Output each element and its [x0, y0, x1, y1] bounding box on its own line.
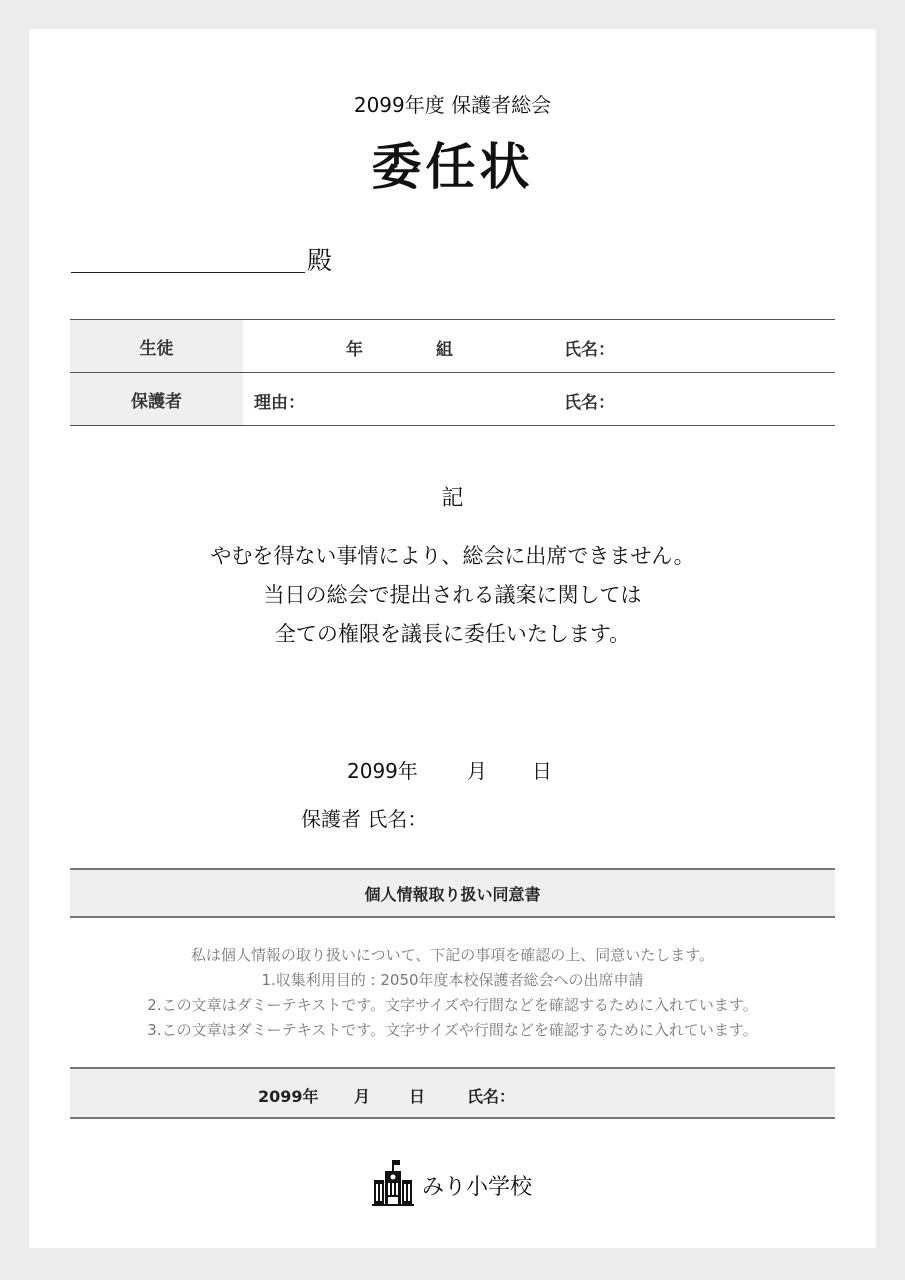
addressee-blank-line[interactable] [71, 272, 305, 273]
guardian-row [70, 373, 835, 426]
consent-line: 3.この文章はダミーテキストです。文字サイズや行間などを確認するために入れています。 [147, 1021, 758, 1039]
notice-body [29, 537, 876, 654]
signature-month: 月 [467, 759, 487, 783]
guardian-header: 保護者 [70, 373, 243, 425]
school-name: みり小学校 [422, 1174, 533, 1200]
consent-day: 日 [409, 1087, 426, 1106]
consent-line: 私は個人情報の取り扱いについて、下記の事項を確認の上、同意いたします。 [190, 946, 715, 964]
addressee-suffix: 殿 [307, 246, 333, 275]
class-label: 組 [436, 340, 453, 360]
consent-line: 1.収集利用目的 : 2050年度本校保護者総会への出席申請 [261, 971, 644, 989]
consent-name-label: 氏名： [467, 1087, 516, 1106]
consent-title-bar [70, 868, 835, 918]
consent-text [29, 943, 876, 1043]
consent-month: 月 [354, 1087, 371, 1106]
grade-label: 年 [346, 340, 363, 360]
notice-line: やむを得ない事情により、総会に出席できません。 [210, 544, 695, 568]
signature-year: 2099年 [347, 759, 418, 783]
consent-title: 個人情報取り扱い同意書 [364, 884, 541, 904]
info-table [70, 319, 835, 426]
document-page [29, 29, 876, 1248]
guardian-signature-label: 保護者 氏名： [301, 807, 428, 831]
notice-line: 当日の総会で提出される議案に関しては [263, 583, 642, 607]
student-name-label: 氏名： [564, 340, 615, 360]
signature-day: 日 [532, 759, 552, 783]
consent-year: 2099年 [258, 1087, 319, 1106]
consent-line: 2.この文章はダミーテキストです。文字サイズや行間などを確認するために入れています。 [147, 996, 758, 1014]
student-header: 生徒 [70, 320, 243, 372]
footer-logo [372, 1160, 532, 1210]
consent-sign-bar [70, 1067, 835, 1119]
document-title: 委任状 [371, 138, 534, 196]
reason-label: 理由： [254, 393, 305, 413]
document-subtitle: 2099年度 保護者総会 [353, 93, 552, 117]
notice-line: 全ての権限を議長に委任いたします。 [274, 622, 631, 646]
notice-heading: 記 [441, 486, 464, 511]
guardian-name-label: 氏名： [564, 393, 615, 413]
school-building-icon [372, 1160, 414, 1210]
student-row [70, 320, 835, 373]
